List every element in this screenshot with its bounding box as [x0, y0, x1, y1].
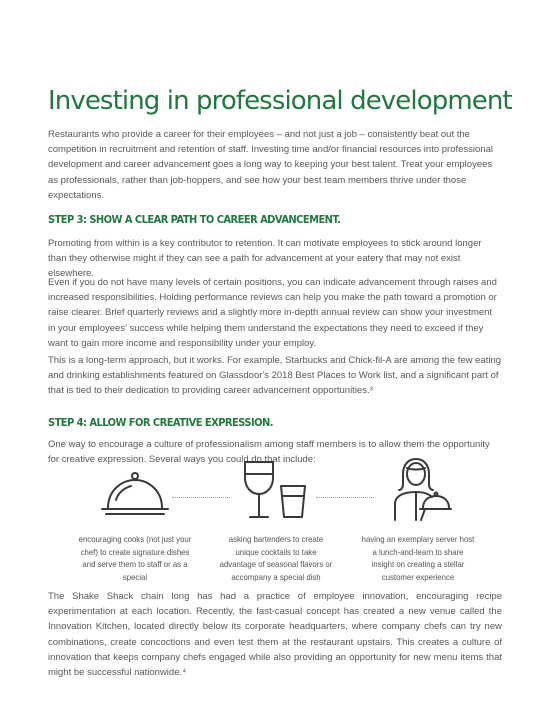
idea-caption-cooks: encouraging cooks (not just your chef) to create signature dishes and serve them to staff or as a special [78, 534, 192, 582]
creative-expression-ideas [48, 458, 502, 588]
idea-caption-bartenders: asking bartenders to create unique cocktails to take advantage of seasonal flavors or accompany a special dish [219, 534, 333, 582]
server-with-cloche-icon [381, 456, 451, 527]
step-3-paragraph-3: This is a long-term approach, but it works. For example, Starbucks and Chick-fil-A are among the few eating and drinking establishments featured on Glassdoor's 2018 Best Places to Work list, and a significant part of that is tied to their dedication to providing career advancement opportunities.³ [48, 355, 502, 397]
step-3-paragraph-2: Even if you do not have many levels of certain positions, you can indicate advancement through raises and increased responsibilities. Holding performance reviews can help you make the path toward a promotion or raise clearer. Brief quarterly reviews and a slightly more in-depth annual review can show your investment in your employees' success while helping them understand the expectations they need to exceed if they want to gain more income and responsibility under your employ. [48, 277, 497, 349]
step-3-paragraph-1: Promoting from within is a key contributor to retention. It can motivate employees to stick around longer than they otherwise might if they can see a path for advancement at your eatery that may not exist elsewhere. [48, 238, 482, 280]
idea-caption-server: having an exemplary server host a lunch-and-learn to share insight on creating a stellar customer experience [361, 534, 475, 582]
dotted-connector [172, 497, 230, 498]
step-3-heading: STEP 3: SHOW A CLEAR PATH TO CAREER ADVANCEMENT. [48, 213, 341, 226]
step-4-paragraph-2: The Shake Shack chain long has had a practice of employee innovation, encouraging recipe experimentation at each location. Recently, the fast-casual concept has created a new venue called the Innovation Kitchen, located directly below its corporate headquarters, where company chefs can try new combinations, create concoctions and even test them at the restaurant upstairs. This creates a culture of innovation that keeps company chefs engaged while also providing an opportunity for new menu items that might be successful nationwide.⁴ [48, 591, 502, 679]
step-4-paragraph-1: One way to encourage a culture of professionalism among staff members is to allow them the opportunity for creative expression. Several ways you could do that include: [48, 439, 490, 466]
wine-and-water-glasses-icon [241, 458, 311, 527]
cloche-icon [100, 470, 170, 525]
step-4-heading: STEP 4: ALLOW FOR CREATIVE EXPRESSION. [48, 416, 273, 429]
page-title: Investing in professional development [48, 86, 512, 116]
intro-paragraph: Restaurants who provide a career for their employees – and not just a job – consistently beat out the competition in recruitment and retention of staff. Investing time and/or financial resources into professional development and career advancement goes a long way to keeping your best talent. Treat your employees as professionals, rather than job-hoppers, and see how your best team members thrive under those expectations. [48, 129, 493, 201]
dotted-connector [316, 497, 374, 498]
